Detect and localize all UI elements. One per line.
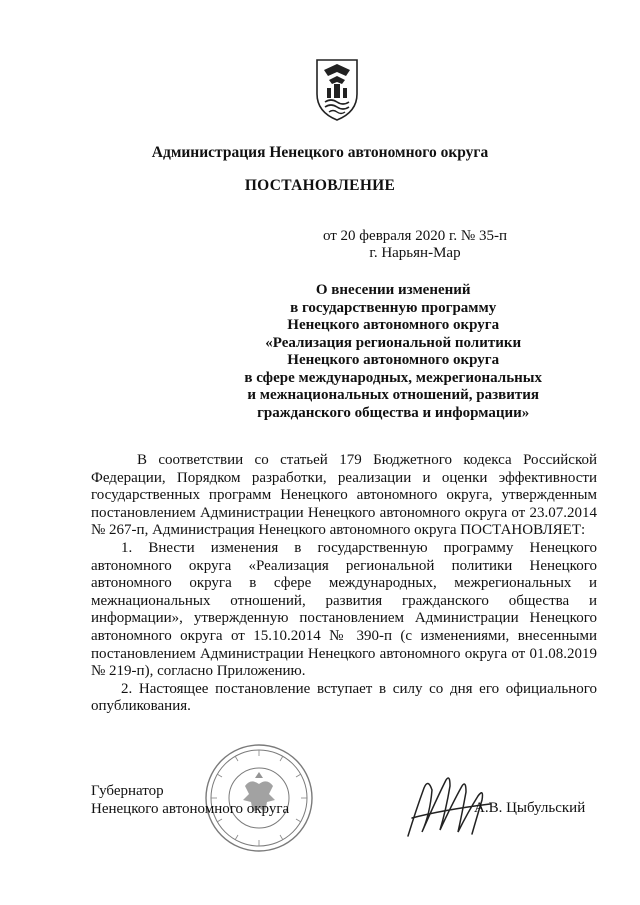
subject-line: «Реализация региональной политики xyxy=(265,334,522,351)
subject-line: в государственную программу xyxy=(290,299,497,316)
date-block xyxy=(90,228,550,262)
document-type: ПОСТАНОВЛЕНИЕ xyxy=(244,177,396,194)
subject-line: гражданского общества и информации» xyxy=(257,404,530,421)
item-2-paragraph: 2. Настоящее постановление вступает в силу со дня его официального опубликования. xyxy=(91,680,597,715)
position-line: Губернатор xyxy=(91,783,164,799)
position-line: Ненецкого автономного округа xyxy=(91,801,290,817)
subject-line: и межнациональных отношений, развития xyxy=(247,387,539,403)
nenets-coat-of-arms-icon xyxy=(313,54,361,122)
document-body xyxy=(91,452,597,716)
subject-line: Ненецкого автономного округа xyxy=(287,317,500,333)
document-subject xyxy=(90,282,550,422)
signatory-position xyxy=(91,782,289,818)
subject-line: О внесении изменений xyxy=(315,282,471,298)
subject-line: в сфере международных, межрегиональных xyxy=(244,369,542,386)
date-number: от 20 февраля 2020 г. № 35-п xyxy=(322,228,507,244)
city: г. Нарьян-Мар xyxy=(369,245,461,261)
item-1-paragraph: 1. Внести изменения в государственную программу Ненецкого автономного округа «Реализация региональной политики Ненецкого автономного округа в сфере международных, межрегиональных и межнациональных отношений, развития гражданского общества и информации», утвержденную постановлением Администрации Ненецкого автономного округа от 15.10.2014 № 390-п (с изменениями, внесенными постановлением Администрации Ненецкого автономного округа от 01.08.2019 № 219-п), согласно Приложению. xyxy=(91,539,597,680)
signatory-name: А.В. Цыбульский xyxy=(474,800,586,816)
preamble-paragraph: В соответствии со статьей 179 Бюджетного кодекса Российской Федерации, Порядком разработки, реализации и оценки эффективности государственных программ Ненецкого автономного округа, утвержденным постановлением Администрации Ненецкого автономного округа от 23.07.2014 № 267-п, Администрация Ненецкого автономного округа ПОСТАНОВЛЯЕТ: xyxy=(91,452,597,539)
subject-line: Ненецкого автономного округа xyxy=(287,352,500,368)
administration-title: Администрация Ненецкого автономного округа xyxy=(151,144,489,161)
